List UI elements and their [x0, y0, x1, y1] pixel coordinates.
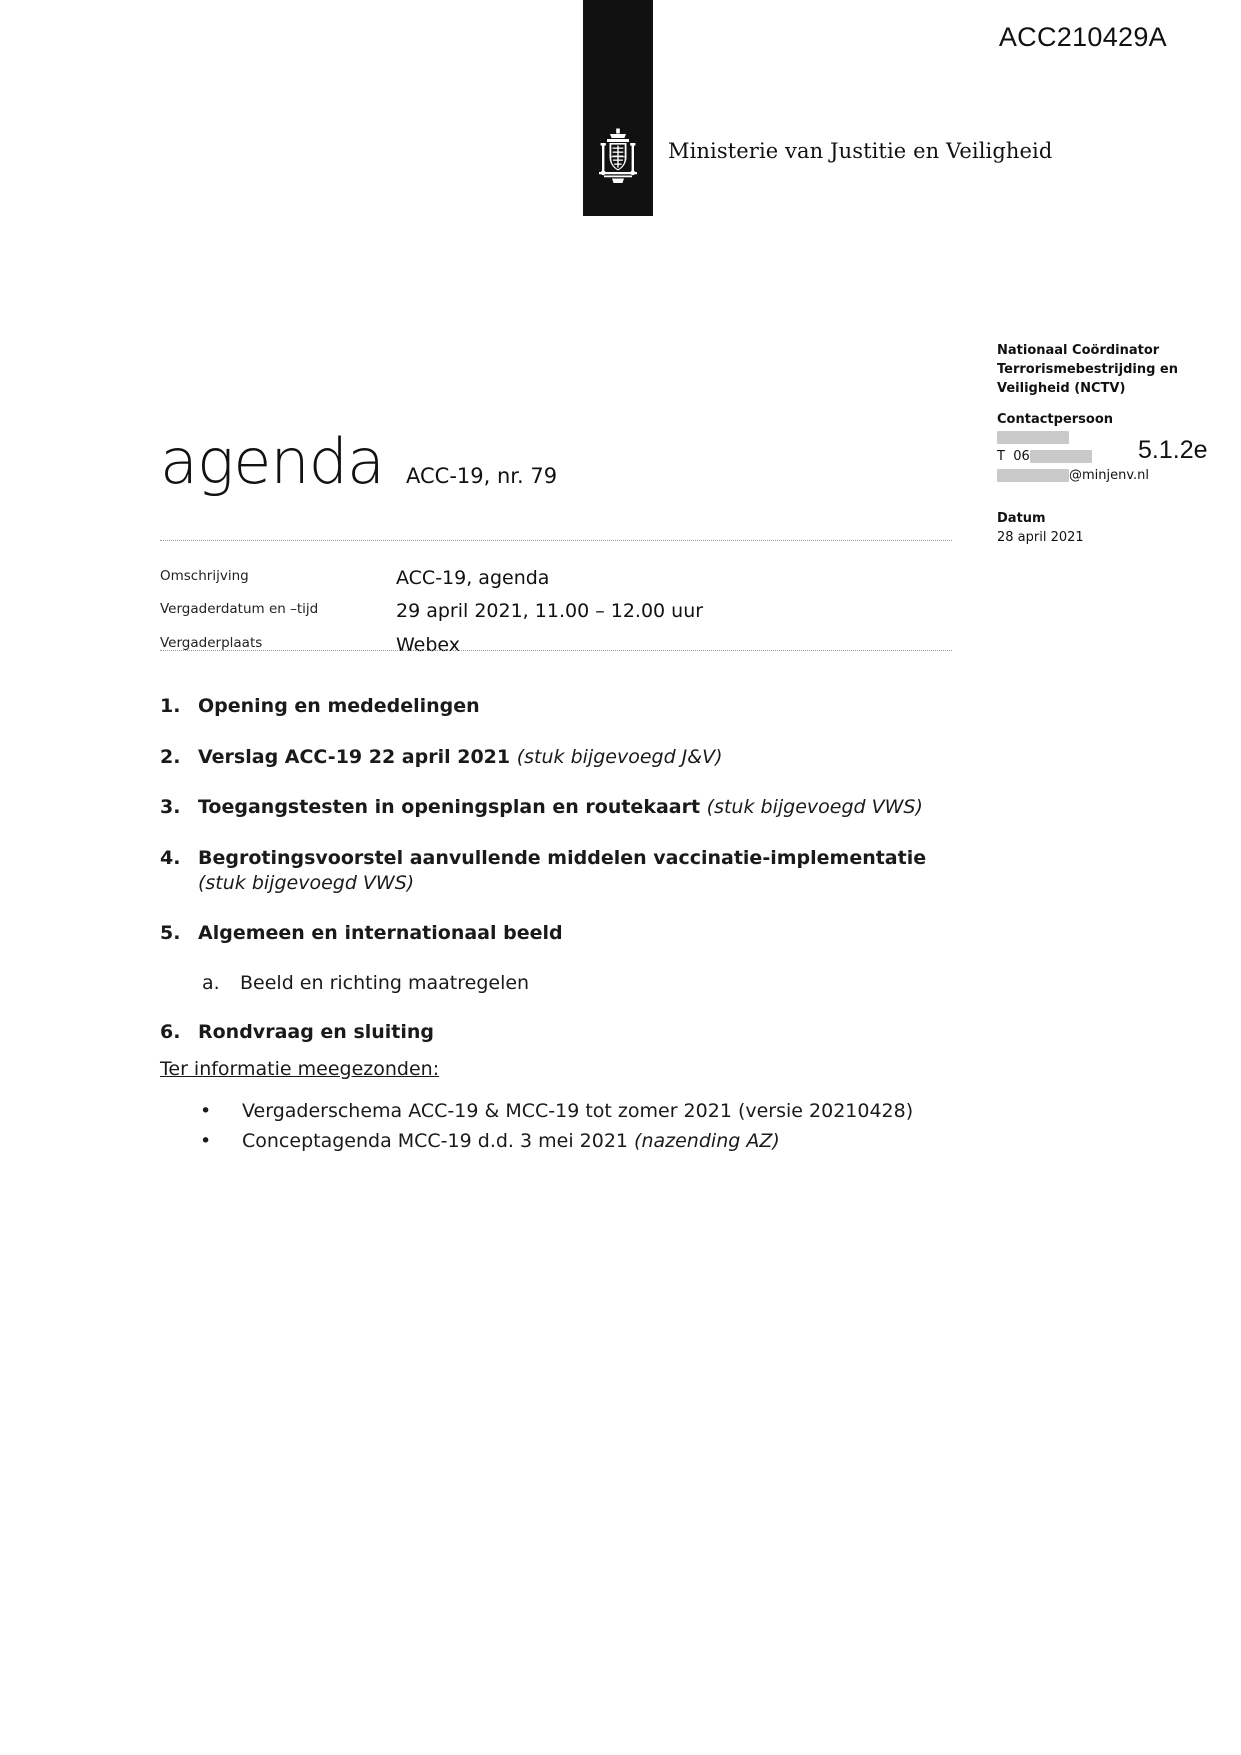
- list-item: [196, 1128, 996, 1156]
- meta-date-label: Datum: [997, 510, 1046, 526]
- info-label: Vergaderplaats: [160, 634, 263, 651]
- enclosures-heading: Ter informatie meegezonden:: [160, 1058, 440, 1080]
- agenda-item: [160, 1020, 960, 1045]
- classification-marking: 5.1.2e: [1138, 436, 1208, 464]
- agenda-list: [160, 694, 960, 1071]
- info-row: [160, 562, 952, 595]
- info-row: [160, 629, 952, 662]
- list-item-label: Vergaderschema ACC-19 & MCC-19 tot zomer 2021 (versie 20210428): [242, 1100, 914, 1122]
- enclosures-list: [196, 1098, 996, 1157]
- agenda-item-number: 4.: [160, 847, 181, 870]
- netherlands-coat-of-arms-icon: [596, 128, 640, 184]
- info-value: ACC-19, agenda: [396, 567, 550, 589]
- document-reference-code: ACC210429A: [998, 22, 1167, 52]
- agenda-item-number: 2.: [160, 745, 181, 768]
- list-item-text: [242, 1128, 780, 1156]
- agenda-item-number: 1.: [160, 695, 181, 717]
- agenda-item-note: (stuk bijgevoegd J&V): [516, 745, 723, 768]
- agenda-item-title: Toegangstesten in openingsplan en routekaart: [198, 796, 701, 819]
- agenda-subitem: [202, 972, 960, 994]
- info-label: Omschrijving: [160, 568, 249, 584]
- divider-top: [160, 540, 952, 541]
- meeting-info-table: [160, 562, 952, 662]
- meta-phone-label: T: [997, 449, 1005, 465]
- meta-phone-prefix: 06: [1013, 449, 1030, 465]
- agenda-item-title: Verslag ACC-19 22 april 2021: [198, 745, 511, 768]
- list-item-label: Conceptagenda MCC-19 d.d. 3 mei 2021: [242, 1129, 628, 1152]
- divider-bottom: [160, 650, 952, 651]
- agenda-item-number: 3.: [160, 796, 181, 819]
- meta-email: [997, 467, 1212, 486]
- agenda-item-text: [198, 921, 563, 946]
- ministry-logo-bar: [583, 0, 653, 216]
- agenda-item-note: (stuk bijgevoegd VWS): [706, 796, 923, 819]
- redaction-block: [1030, 450, 1092, 463]
- info-label: Vergaderdatum en –tijd: [160, 601, 319, 618]
- bullet-icon: •: [200, 1100, 212, 1122]
- agenda-subitem-number: a.: [202, 972, 220, 995]
- bullet-icon: •: [200, 1129, 212, 1152]
- ministry-name: Ministerie van Justitie en Veiligheid: [668, 139, 1053, 163]
- info-value: Webex: [396, 633, 461, 656]
- agenda-item-text: [198, 846, 926, 895]
- agenda-item-title: Rondvraag en sluiting: [198, 1021, 435, 1044]
- meta-organisation: Nationaal Coördinator Terrorismebestrijding en Veiligheid (NCTV): [997, 343, 1178, 396]
- agenda-item-note: (stuk bijgevoegd VWS): [198, 871, 415, 894]
- page-title-sub: ACC-19, nr. 79: [406, 464, 558, 488]
- meta-contact-label: Contactpersoon: [997, 411, 1114, 427]
- agenda-item-title: Opening en mededelingen: [198, 695, 480, 717]
- agenda-item: [160, 694, 960, 719]
- agenda-item: [160, 846, 960, 895]
- agenda-item-text: [198, 1020, 434, 1045]
- agenda-item: [160, 745, 960, 770]
- agenda-item-title: Algemeen en internationaal beeld: [198, 922, 563, 945]
- redaction-block: [997, 431, 1069, 444]
- agenda-item-number: 6.: [160, 1021, 181, 1044]
- agenda-item: [160, 921, 960, 946]
- agenda-subitem-text: Beeld en richting maatregelen: [240, 972, 530, 995]
- info-row: [160, 595, 952, 628]
- meta-email-suffix: @minjenv.nl: [1069, 468, 1150, 484]
- redaction-block: [997, 469, 1069, 482]
- meta-date-value: 28 april 2021: [997, 529, 1084, 545]
- page-title-main: agenda: [160, 425, 384, 498]
- agenda-item-title: Begrotingsvoorstel aanvullende middelen vaccinatie-implementatie: [198, 847, 927, 870]
- agenda-item-number: 5.: [160, 922, 181, 945]
- page-title: [160, 425, 557, 498]
- list-item-text: [242, 1098, 913, 1126]
- agenda-item-text: [198, 694, 480, 719]
- info-value: 29 april 2021, 11.00 – 12.00 uur: [396, 600, 704, 623]
- list-item: [196, 1098, 996, 1126]
- agenda-item-text: [198, 795, 923, 820]
- list-item-note: (nazending AZ): [634, 1129, 780, 1152]
- agenda-item: [160, 795, 960, 820]
- agenda-item-text: [198, 745, 723, 770]
